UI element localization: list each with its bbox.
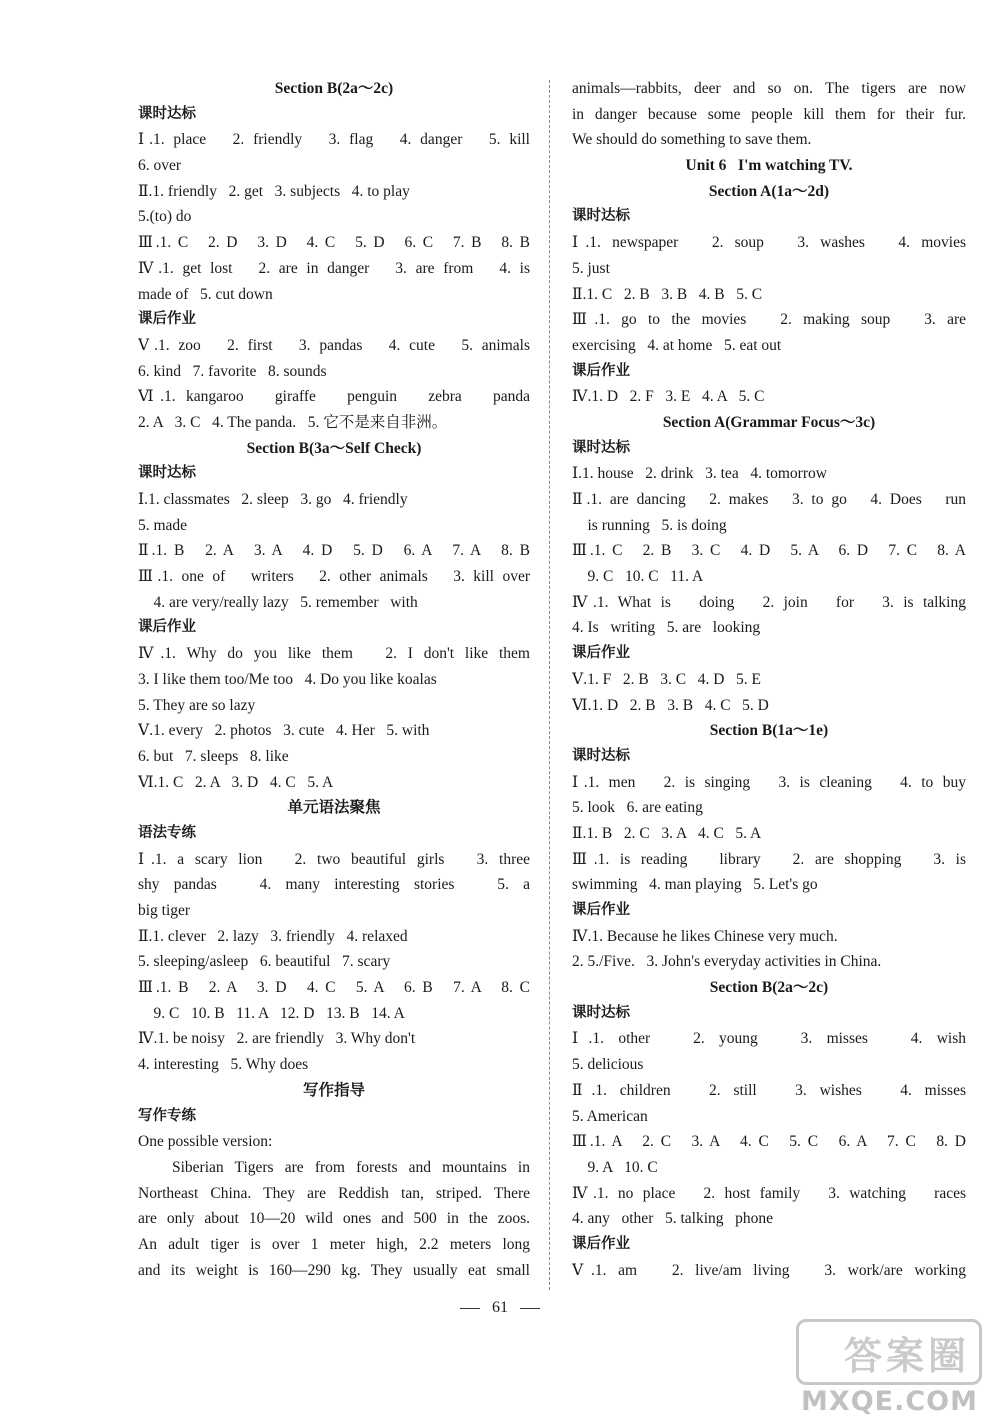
answer-line: 2. A 3. C 4. The panda. 5. 它不是来自非洲。 bbox=[138, 413, 448, 431]
answer-line: exercising 4. at home 5. eat out bbox=[572, 336, 782, 354]
section-title: Section B(2a～2c) bbox=[709, 979, 829, 997]
subsection-heading: 课时达标 bbox=[138, 105, 196, 122]
answer-line: Ⅳ.1. Why do you like them 2. I don't like them bbox=[138, 645, 530, 663]
answer-line: Ⅰ.1. men 2. is singing 3. is cleaning 4. to buy bbox=[572, 773, 966, 791]
answer-line: Ⅱ.1. B 2. A 3. A 4. D 5. D 6. A 7. A 8. B bbox=[138, 542, 530, 560]
answer-line: 5. look 6. are eating bbox=[572, 799, 703, 817]
answer-line: Ⅱ.1. are dancing 2. makes 3. to go 4. Does run bbox=[572, 491, 966, 508]
answer-line: Ⅱ.1. children 2. still 3. wishes 4. misses bbox=[572, 1081, 966, 1099]
answer-line: Ⅰ.1. place 2. friendly 3. flag 4. danger 5. kill bbox=[138, 131, 530, 149]
answer-line: Ⅱ.1. B 2. C 3. A 4. C 5. A bbox=[572, 824, 762, 842]
section-title: Section B(1a～1e) bbox=[709, 722, 829, 740]
answer-line: Ⅲ.1. B 2. A 3. D 4. C 5. A 6. B 7. A 8. C bbox=[138, 979, 530, 997]
subsection-heading: 课时达标 bbox=[572, 439, 630, 456]
answer-line: animals—rabbits, deer and so on. The tigers are now bbox=[572, 80, 966, 97]
column-divider bbox=[549, 80, 550, 1290]
answer-line: Ⅵ.1. D 2. B 3. B 4. C 5. D bbox=[572, 696, 769, 714]
answer-line: Ⅴ.1. every 2. photos 3. cute 4. Her 5. with bbox=[138, 722, 430, 740]
answer-line: 6. kind 7. favorite 8. sounds bbox=[138, 362, 327, 380]
answer-line: Siberian Tigers are from forests and mountains in bbox=[172, 1158, 530, 1176]
answer-line: 5. sleeping/asleep 6. beautiful 7. scary bbox=[138, 953, 391, 971]
answer-line: 5. just bbox=[572, 259, 610, 277]
answer-line: Ⅰ.1. classmates 2. sleep 3. go 4. friendly bbox=[138, 491, 408, 508]
answer-line: Ⅰ.1. other 2. young 3. misses 4. wish bbox=[572, 1030, 966, 1048]
answer-line: 5.(to) do bbox=[138, 208, 192, 226]
answer-line: One possible version: bbox=[138, 1133, 273, 1151]
subsection-heading: 课时达标 bbox=[572, 1004, 630, 1021]
answer-line: An adult tiger is over 1 meter high, 2.2 meters long bbox=[138, 1235, 530, 1253]
answer-line: 4. Is writing 5. are looking bbox=[572, 619, 761, 637]
section-title: 单元语法聚焦 bbox=[287, 799, 381, 817]
answer-line: 4. interesting 5. Why does bbox=[138, 1056, 309, 1074]
answer-line: Ⅲ.1. C 2. B 3. C 4. D 5. A 6. D 7. C 8. A bbox=[572, 542, 966, 560]
section-title: Section A(Grammar Focus～3c) bbox=[662, 413, 876, 431]
answer-line: We should do something to save them. bbox=[572, 131, 812, 149]
answer-line: Ⅵ.1. C 2. A 3. D 4. C 5. A bbox=[138, 773, 334, 791]
section-title: Section B(3a～Self Check) bbox=[246, 439, 422, 457]
subsection-heading: 语法专练 bbox=[138, 824, 196, 841]
subsection-heading: 写作专练 bbox=[138, 1107, 196, 1124]
answer-line: 6. over bbox=[138, 157, 182, 175]
left-answer-column bbox=[138, 76, 530, 1283]
answer-line: Ⅰ.1. house 2. drink 3. tea 4. tomorrow bbox=[572, 465, 827, 483]
section-title: Section B(2a～2c) bbox=[274, 80, 394, 97]
answer-line: in danger because some people kill them for their fur. bbox=[572, 105, 966, 123]
answer-line: 2. 5./Five. 3. John's everyday activities in China. bbox=[572, 953, 882, 971]
answer-line: 4. are very/really lazy 5. remember with bbox=[138, 593, 418, 611]
answer-line: Ⅲ.1. C 2. D 3. D 4. C 5. D 6. C 7. B 8. B bbox=[138, 234, 530, 252]
answer-line: made of 5. cut down bbox=[138, 285, 273, 303]
answer-line: Ⅱ.1. C 2. B 3. B 4. B 5. C bbox=[572, 285, 763, 303]
answer-line: Ⅴ.1. F 2. B 3. C 4. D 5. E bbox=[572, 670, 762, 688]
answer-line: Ⅲ.1. one of writers 2. other animals 3. kill over bbox=[138, 568, 530, 586]
answer-line: Ⅱ.1. clever 2. lazy 3. friendly 4. relaxed bbox=[138, 927, 408, 945]
answer-line: 9. C 10. C 11. A bbox=[572, 568, 704, 586]
answer-line: Ⅴ.1. am 2. live/am living 3. work/are working bbox=[572, 1261, 966, 1279]
subsection-heading: 课后作业 bbox=[572, 902, 630, 918]
answer-line: big tiger bbox=[138, 902, 191, 919]
answer-line: Ⅳ.1. What is doing 2. join for 3. is talking bbox=[572, 593, 966, 611]
section-title: Unit 6 I'm watching TV. bbox=[685, 157, 853, 175]
answer-line: 5. American bbox=[572, 1107, 648, 1125]
answer-line: 4. any other 5. talking phone bbox=[572, 1210, 774, 1228]
answer-line: Ⅳ.1. no place 2. host family 3. watching races bbox=[572, 1184, 966, 1202]
answer-line: Ⅵ.1. kangaroo giraffe penguin zebra panda bbox=[138, 388, 530, 406]
answer-line: 3. I like them too/Me too 4. Do you like koalas bbox=[138, 670, 437, 688]
subsection-heading: 课后作业 bbox=[572, 645, 630, 662]
answer-line: Ⅳ.1. get lost 2. are in danger 3. are from 4. is bbox=[138, 259, 530, 277]
answer-line: 5. made bbox=[138, 516, 188, 534]
answer-line: Ⅳ.1. D 2. F 3. E 4. A 5. C bbox=[572, 388, 765, 406]
subsection-heading: 课时达标 bbox=[572, 747, 630, 764]
answer-line: Ⅰ.1. a scary lion 2. two beautiful girls 3. three bbox=[138, 850, 530, 868]
page-number: 61 bbox=[0, 1297, 1000, 1319]
answer-line: Ⅲ.1. is reading library 2. are shopping 3. is bbox=[572, 850, 966, 868]
answer-line: Ⅱ.1. friendly 2. get 3. subjects 4. to play bbox=[138, 182, 410, 200]
answer-line: Ⅳ.1. Because he likes Chinese very much. bbox=[572, 927, 838, 945]
answer-line: Northeast China. They are Reddish tan, striped. There bbox=[138, 1184, 530, 1202]
answer-line: and its weight is 160—290 kg. They usually eat small bbox=[138, 1261, 530, 1279]
section-title: 写作指导 bbox=[302, 1081, 365, 1099]
answer-line: Ⅲ.1. A 2. C 3. A 4. C 5. C 6. A 7. C 8. D bbox=[572, 1133, 966, 1151]
answer-line: Ⅲ.1. go to the movies 2. making soup 3. are bbox=[572, 311, 966, 329]
right-answer-column bbox=[572, 76, 966, 1283]
watermark-logo: 答案圈 MXQE.COM bbox=[792, 1319, 982, 1417]
subsection-heading: 课后作业 bbox=[572, 1235, 630, 1252]
answer-line: 6. but 7. sleeps 8. like bbox=[138, 747, 289, 765]
answer-line: 9. C 10. B 11. A 12. D 13. B 14. A bbox=[138, 1004, 405, 1022]
answer-line: is running 5. is doing bbox=[572, 516, 727, 534]
answer-line: are only about 10—20 wild ones and 500 in the zoos. bbox=[138, 1210, 530, 1228]
answer-line: 5. delicious bbox=[572, 1056, 644, 1074]
answer-line: 9. A 10. C bbox=[572, 1158, 658, 1176]
answer-line: Ⅳ.1. be noisy 2. are friendly 3. Why don't bbox=[138, 1030, 416, 1048]
subsection-heading: 课后作业 bbox=[138, 311, 196, 328]
answer-line: swimming 4. man playing 5. Let's go bbox=[572, 876, 818, 894]
subsection-heading: 课时达标 bbox=[572, 208, 630, 225]
answer-line: 5. They are so lazy bbox=[138, 696, 256, 714]
answer-line: shy pandas 4. many interesting stories 5. a bbox=[138, 876, 530, 894]
subsection-heading: 课时达标 bbox=[138, 465, 196, 482]
answer-line: Ⅰ.1. newspaper 2. soup 3. washes 4. movies bbox=[572, 234, 966, 252]
subsection-heading: 课后作业 bbox=[572, 362, 630, 379]
answer-line: Ⅴ.1. zoo 2. first 3. pandas 4. cute 5. animals bbox=[138, 336, 530, 354]
subsection-heading: 课后作业 bbox=[138, 619, 196, 636]
section-title: Section A(1a～2d) bbox=[708, 182, 830, 200]
